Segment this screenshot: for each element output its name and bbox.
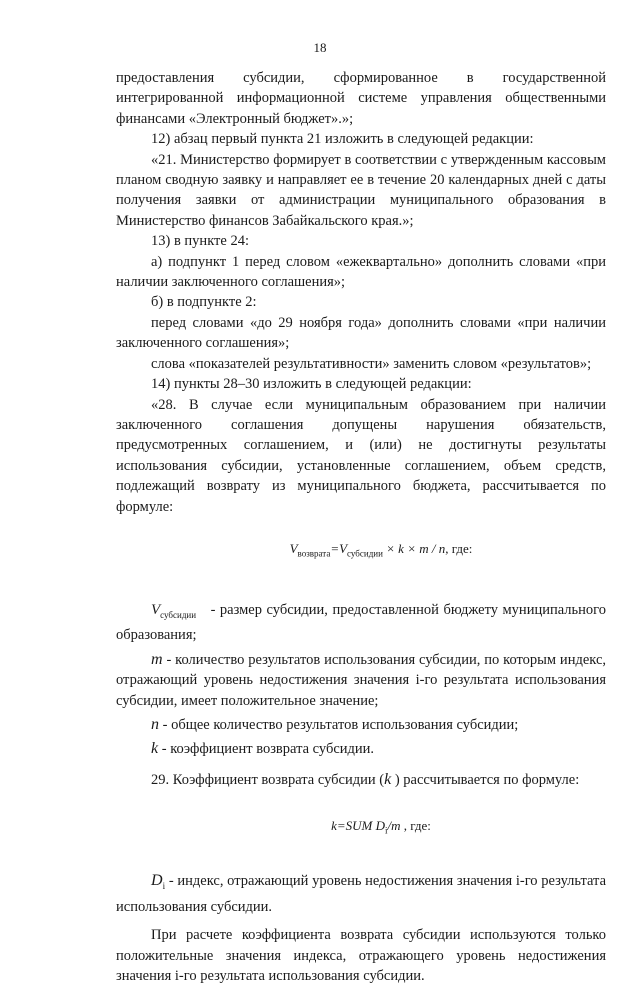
paragraph: слова «показателей результативности» заменить словом «результатов»; <box>151 355 592 372</box>
document-body <box>116 68 606 986</box>
definition-m: m - количество результатов использования субсидии, по которым индекс, отражающий уровень недостижения значения i-го результата использования субсидии, имеет положительное значение; <box>116 650 607 709</box>
formula-return-coefficient: k=SUM $D_i/m$ , где: <box>331 818 431 836</box>
paragraph: 13) в пункте 24: <box>151 233 249 250</box>
paragraph: а) подпункт 1 перед словом «ежеквартально» дополнить словами «при наличии заключенного соглашения»; <box>116 253 606 291</box>
definition-v-subsidy: $V_{субсидии}$ - размер субсидии, предоставленной бюджету муниципального образования; <box>116 601 606 644</box>
paragraph: 14) пункты 28–30 изложить в следующей редакции: <box>151 376 472 393</box>
formula-return-volume: $V_{возврата}=V_{субсидии} \times k \times m / n$, где: <box>289 540 473 559</box>
final-paragraph: При расчете коэффициента возврата субсидии используются только положительные значения индекса, отражающего уровень недостижения значения i-го результата использования субсидии. <box>116 927 606 984</box>
paragraph: «21. Министерство формирует в соответствии с утвержденным кассовым планом сводную заявку и направляет ее в течение 20 календарных дней с даты получения заявки от администрации муниципального образования в Министерство финансов Забайкальского края.»; <box>116 151 606 229</box>
definition-n: n - общее количество результатов использования субсидии; <box>151 715 519 733</box>
paragraph: б) в подпункте 2: <box>151 294 257 311</box>
definition-di: $D_i$ - индекс, отражающий уровень недостижения значения i-го результата использования субсидии. <box>116 872 607 915</box>
definition-k: k - коэффициент возврата субсидии. <box>151 740 375 758</box>
page-number: 18 <box>313 40 327 55</box>
paragraph-29: 29. Коэффициент возврата субсидии (k ) рассчитывается по формуле: <box>151 770 580 788</box>
paragraph: 12) абзац первый пункта 21 изложить в следующей редакции: <box>151 131 534 148</box>
paragraph: «28. В случае если муниципальным образованием при наличии заключенного соглашения допущены нарушения обязательств, предусмотренных соглашением, и (или) не достигнуты результаты использования субсидии, установленные соглашением, объем средств, подлежащий возврату из муниципального бюджета, рассчитывается по формуле: <box>116 396 606 515</box>
paragraph: предоставления субсидии, сформированное в государственной интегрированной информационной системе управления общественными финансами «Электронный бюджет».»; <box>116 70 606 127</box>
paragraph: перед словами «до 29 ноября года» дополнить словами «при наличии заключенного соглашения»; <box>116 314 606 352</box>
